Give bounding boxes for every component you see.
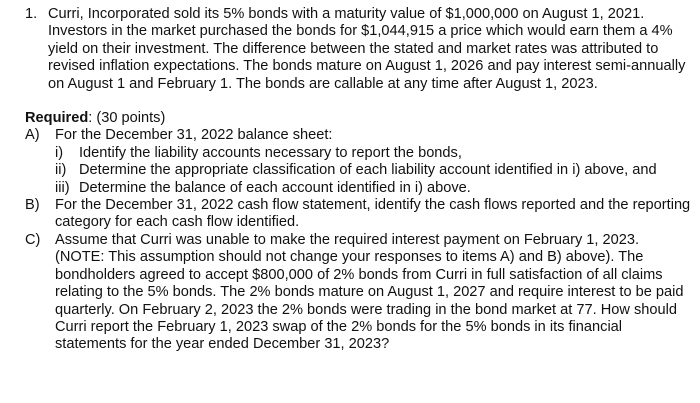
item-a-sub-iii	[25, 180, 692, 197]
item-c	[25, 232, 692, 354]
item-a-sub-i	[25, 145, 692, 162]
sub-iii-number: iii)	[55, 179, 70, 196]
item-c-text: Assume that Curri was unable to make the required interest payment on February 1, 2023. (NOTE: This assumption should not change your responses to items A) and B) above). The bondholders agreed to accept $800,000 of 2% bonds from Curri in full satisfaction of all claims relating to the 5% bonds. The 2% bonds mature on August 1, 2027 and require interest to be paid quarterly. On February 2, 2023 the 2% bonds were trading in the bond market at 77. How should Curri report the February 1, 2023 swap of the 2% bonds for the 5% bonds in its financial statements for the year ended December 31, 2023?	[55, 231, 684, 353]
sub-iii-text: Determine the balance of each account identified in i) above.	[79, 179, 471, 196]
item-c-letter: C)	[25, 231, 41, 248]
required-heading	[25, 110, 692, 127]
item-b	[25, 197, 692, 232]
sub-i-text: Identify the liability accounts necessary to report the bonds,	[79, 144, 462, 161]
sub-ii-text: Determine the appropriate classification of each liability account identified in i) above, and	[79, 162, 657, 179]
problem-text: Curri, Incorporated sold its 5% bonds with a maturity value of $1,000,000 on August 1, 2021. Investors in the market purchased the bonds for $1,044,915 a price which would earn them a 4% yield on their investment. The difference between the stated and market rates was attributed to revised inflation expectations. The bonds mature on August 1, 2026 and pay interest semi-annually on August 1 and February 1. The bonds are callable at any time after August 1, 2023.	[48, 6, 686, 92]
item-a	[25, 127, 692, 144]
item-a-text: For the December 31, 2022 balance sheet:	[55, 127, 333, 144]
required-label: Required	[25, 110, 89, 127]
sub-i-number: i)	[55, 144, 64, 161]
item-b-text: For the December 31, 2022 cash flow statement, identify the cash flows reported and the reporting category for each cash flow identified.	[55, 197, 691, 231]
item-a-sub-ii	[25, 162, 692, 179]
problem-statement	[25, 6, 692, 93]
item-a-letter: A)	[25, 127, 40, 144]
item-b-letter: B)	[25, 197, 40, 214]
problem-number: 1.	[25, 6, 38, 22]
sub-ii-number: ii)	[55, 162, 67, 179]
required-points: : (30 points)	[88, 110, 166, 127]
